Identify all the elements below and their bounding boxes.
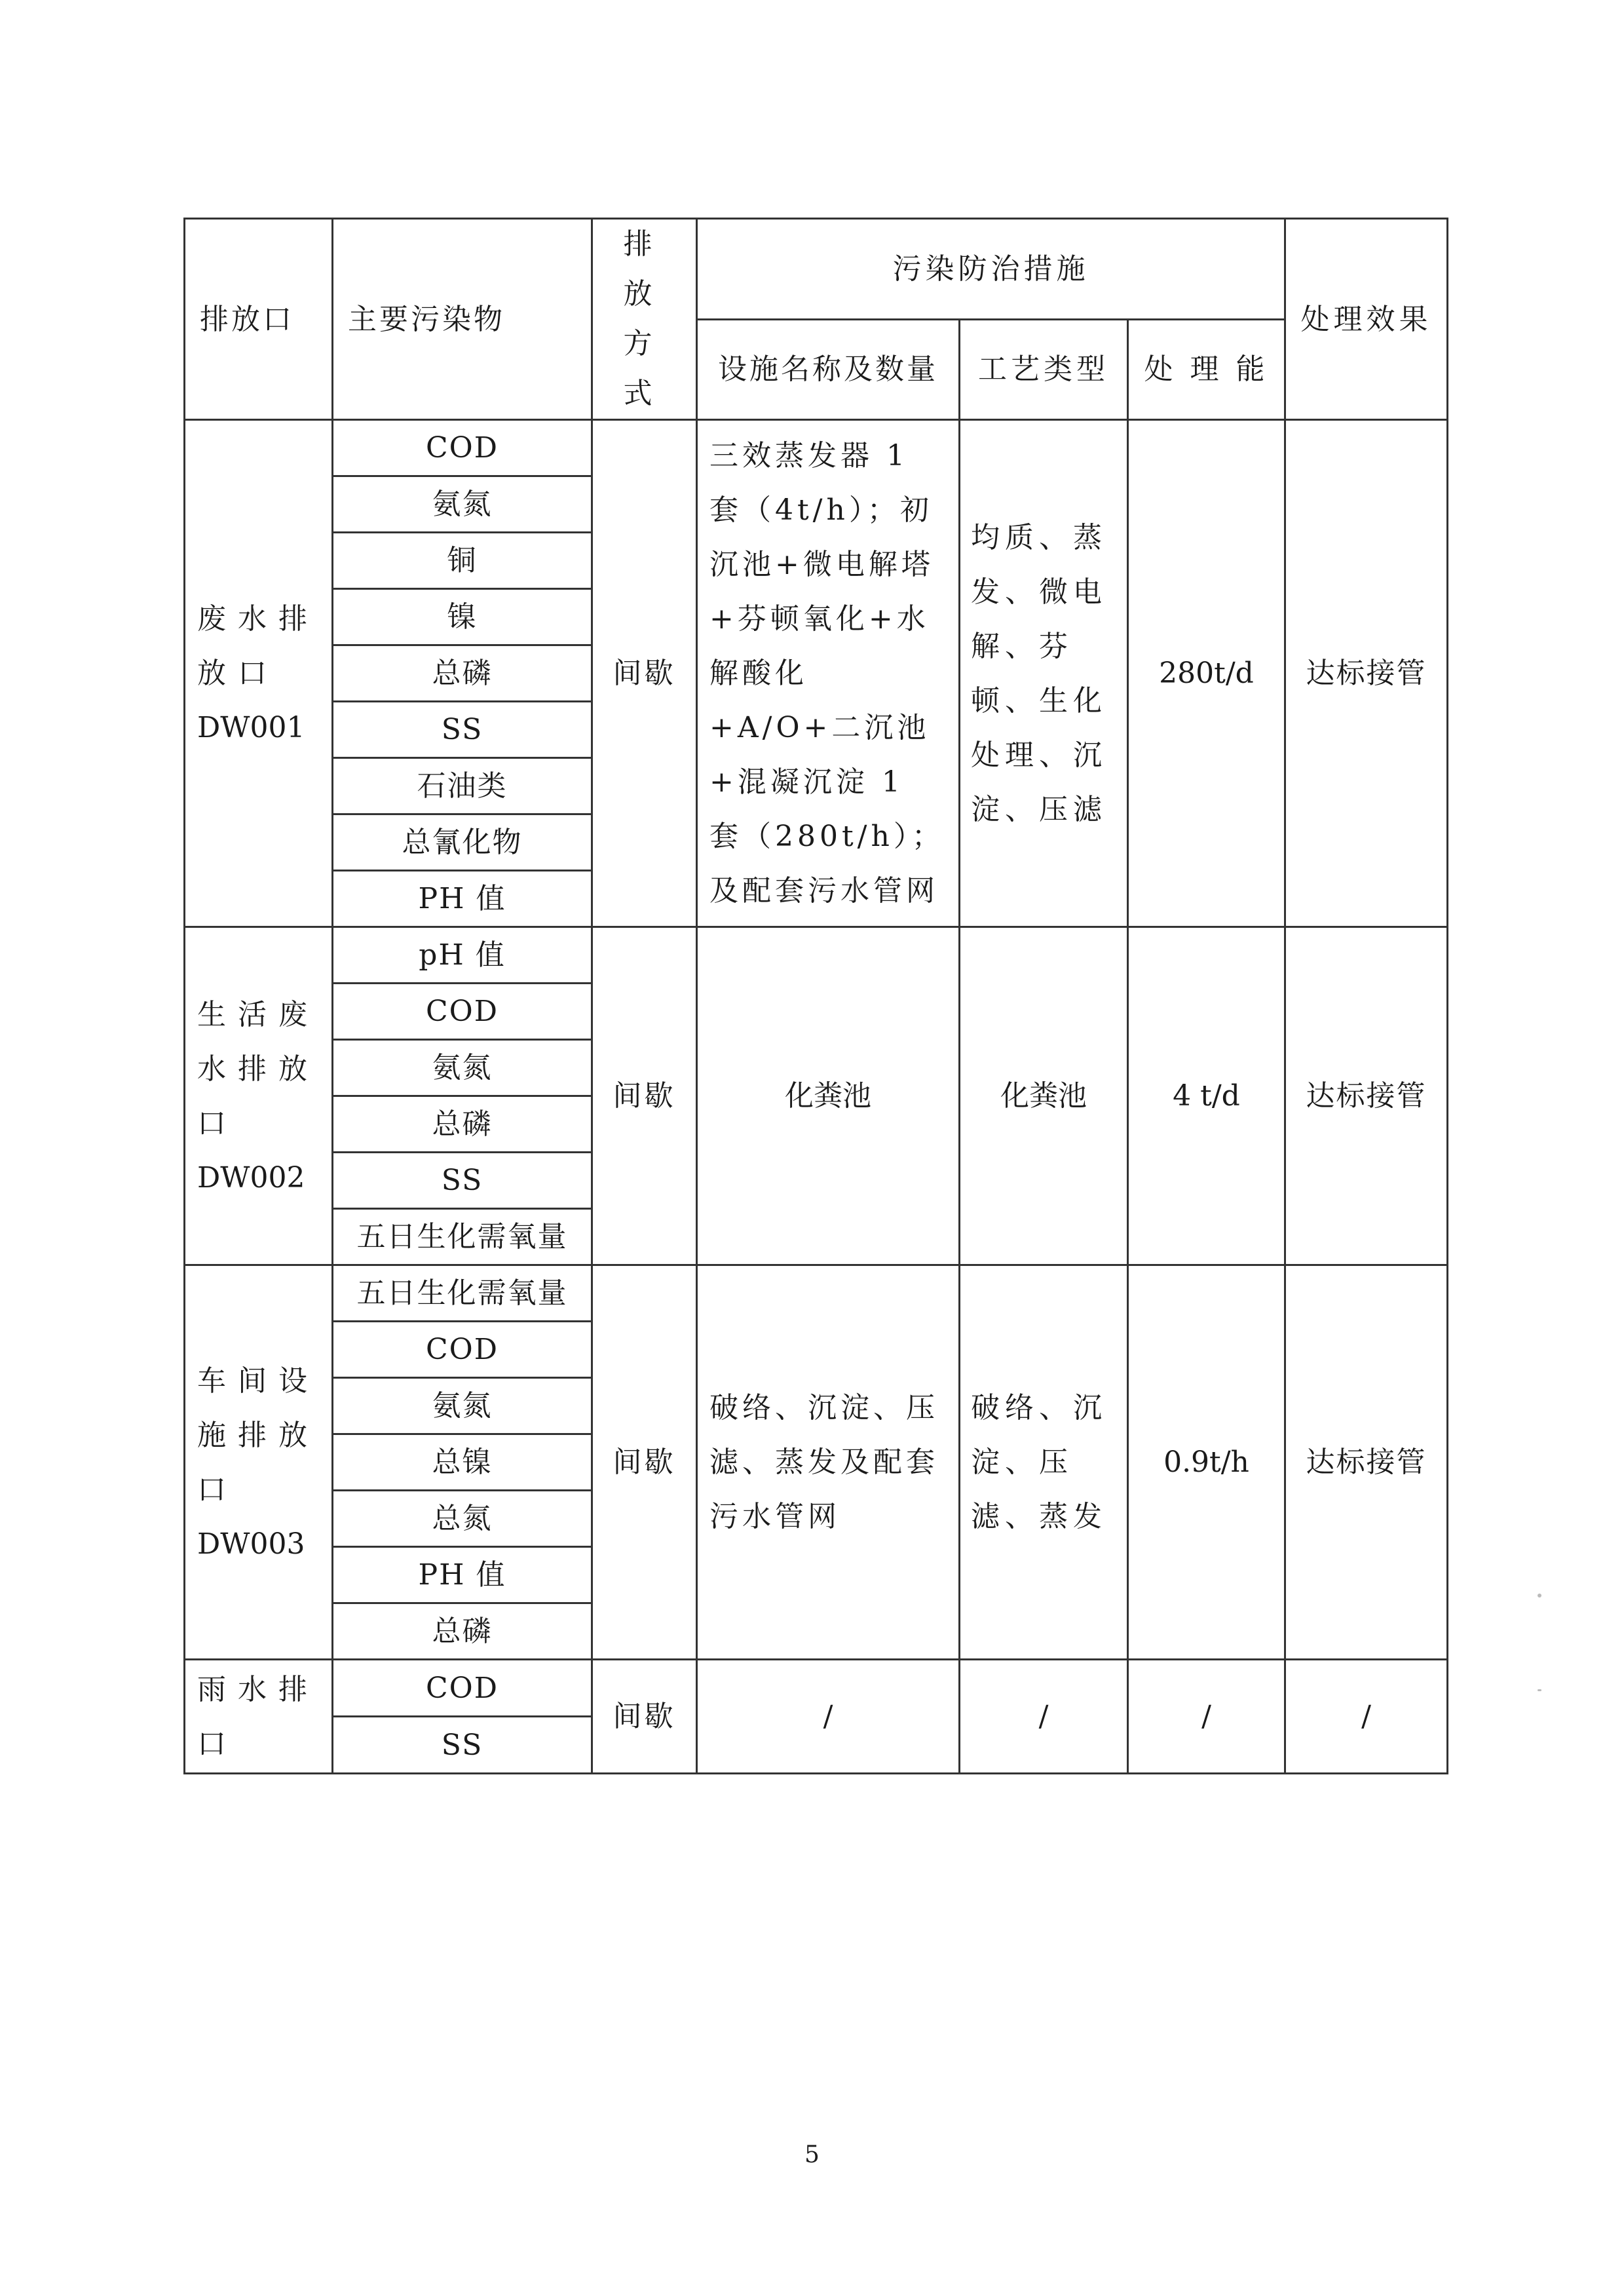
- process-type-cell: 破络、沉淀、压滤、蒸发: [960, 1265, 1128, 1660]
- header-capacity: 处 理 能: [1128, 319, 1285, 420]
- effect-cell: 达标接管: [1285, 420, 1448, 927]
- process-type-cell: /: [960, 1660, 1128, 1774]
- effect-cell: 达标接管: [1285, 927, 1448, 1265]
- pollutant-cell: COD: [333, 420, 592, 476]
- facility-cell: 化粪池: [697, 927, 960, 1265]
- pollutant-cell: 总磷: [333, 645, 592, 702]
- header-process: 工艺类型: [960, 319, 1128, 420]
- capacity-cell: /: [1128, 1660, 1285, 1774]
- table-row: [185, 420, 1448, 476]
- outlet-name: 废水排放口: [197, 602, 319, 690]
- header-pollutant: 主要污染物: [333, 219, 592, 420]
- pollutant-cell: 铜: [333, 533, 592, 589]
- pollutant-cell: SS: [333, 1153, 592, 1209]
- scan-speck: [1538, 1689, 1541, 1691]
- facility-cell: 三效蒸发器 1 套（4t/h）；初沉池+微电解塔+芬顿氧化+水解酸化+A/O+二沉池+混凝沉淀 1 套（280t/h）；及配套污水管网: [697, 420, 960, 927]
- pollutant-cell: SS: [333, 702, 592, 758]
- effect-cell: /: [1285, 1660, 1448, 1774]
- effect-cell: 达标接管: [1285, 1265, 1448, 1660]
- table-row: [185, 1265, 1448, 1322]
- header-facility: 设施名称及数量: [697, 319, 960, 420]
- facility-cell: 破络、沉淀、压滤、蒸发及配套污水管网: [697, 1265, 960, 1660]
- outlet-code: DW002: [197, 1160, 305, 1195]
- page-number: 5: [804, 2141, 820, 2168]
- discharge-method-cell: 间歇: [592, 1660, 697, 1774]
- capacity-cell: 0.9t/h: [1128, 1265, 1285, 1660]
- pollutant-cell: 氨氮: [333, 1040, 592, 1096]
- header-effect: 处理效果: [1285, 219, 1448, 420]
- outlet-name: 生活废水排放口: [197, 997, 319, 1140]
- outlet-cell: [185, 927, 333, 1265]
- pollutant-cell: 五日生化需氧量: [333, 1209, 592, 1265]
- pollutant-cell: COD: [333, 1660, 592, 1717]
- pollutant-cell: 五日生化需氧量: [333, 1265, 592, 1322]
- discharge-method-cell: 间歇: [592, 1265, 697, 1660]
- table-row: [185, 1660, 1448, 1717]
- outlet-cell: [185, 1660, 333, 1774]
- pollutant-cell: 总氮: [333, 1491, 592, 1547]
- process-type-cell: 化粪池: [960, 927, 1128, 1265]
- pollutant-cell: 氨氮: [333, 1378, 592, 1434]
- pollutant-cell: 总磷: [333, 1096, 592, 1153]
- header-method: 排 放 方式: [592, 219, 697, 420]
- header-measures: 污染防治措施: [697, 219, 1285, 320]
- pollutant-cell: PH 值: [333, 1547, 592, 1603]
- capacity-cell: 280t/d: [1128, 420, 1285, 927]
- pollutant-cell: 氨氮: [333, 476, 592, 533]
- outlet-cell: [185, 1265, 333, 1660]
- capacity-cell: 4 t/d: [1128, 927, 1285, 1265]
- outlet-code: DW003: [197, 1527, 305, 1561]
- header-outlet: 排放口: [185, 219, 333, 420]
- outlet-name: 车间设施排放口: [197, 1364, 319, 1506]
- table-row: [185, 927, 1448, 984]
- pollutant-cell: pH 值: [333, 927, 592, 984]
- outlet-name: 雨水排口: [197, 1672, 319, 1761]
- outlet-code: DW001: [197, 711, 305, 744]
- outlet-cell: [185, 420, 333, 927]
- pollutant-cell: 总镍: [333, 1434, 592, 1491]
- pollution-outlet-table: [183, 218, 1448, 1774]
- process-type-cell: 均质、蒸发、微电解、芬顿、生化处理、沉淀、压滤: [960, 420, 1128, 927]
- pollutant-cell: 总磷: [333, 1603, 592, 1660]
- pollutant-cell: 石油类: [333, 758, 592, 814]
- pollutant-cell: PH 值: [333, 871, 592, 927]
- pollutant-cell: COD: [333, 984, 592, 1040]
- discharge-method-cell: 间歇: [592, 927, 697, 1265]
- facility-cell: /: [697, 1660, 960, 1774]
- scan-speck: [1538, 1594, 1541, 1598]
- pollutant-cell: COD: [333, 1322, 592, 1378]
- discharge-method-cell: 间歇: [592, 420, 697, 927]
- pollutant-cell: 总氰化物: [333, 814, 592, 871]
- pollutant-cell: SS: [333, 1717, 592, 1774]
- pollutant-cell: 镍: [333, 589, 592, 645]
